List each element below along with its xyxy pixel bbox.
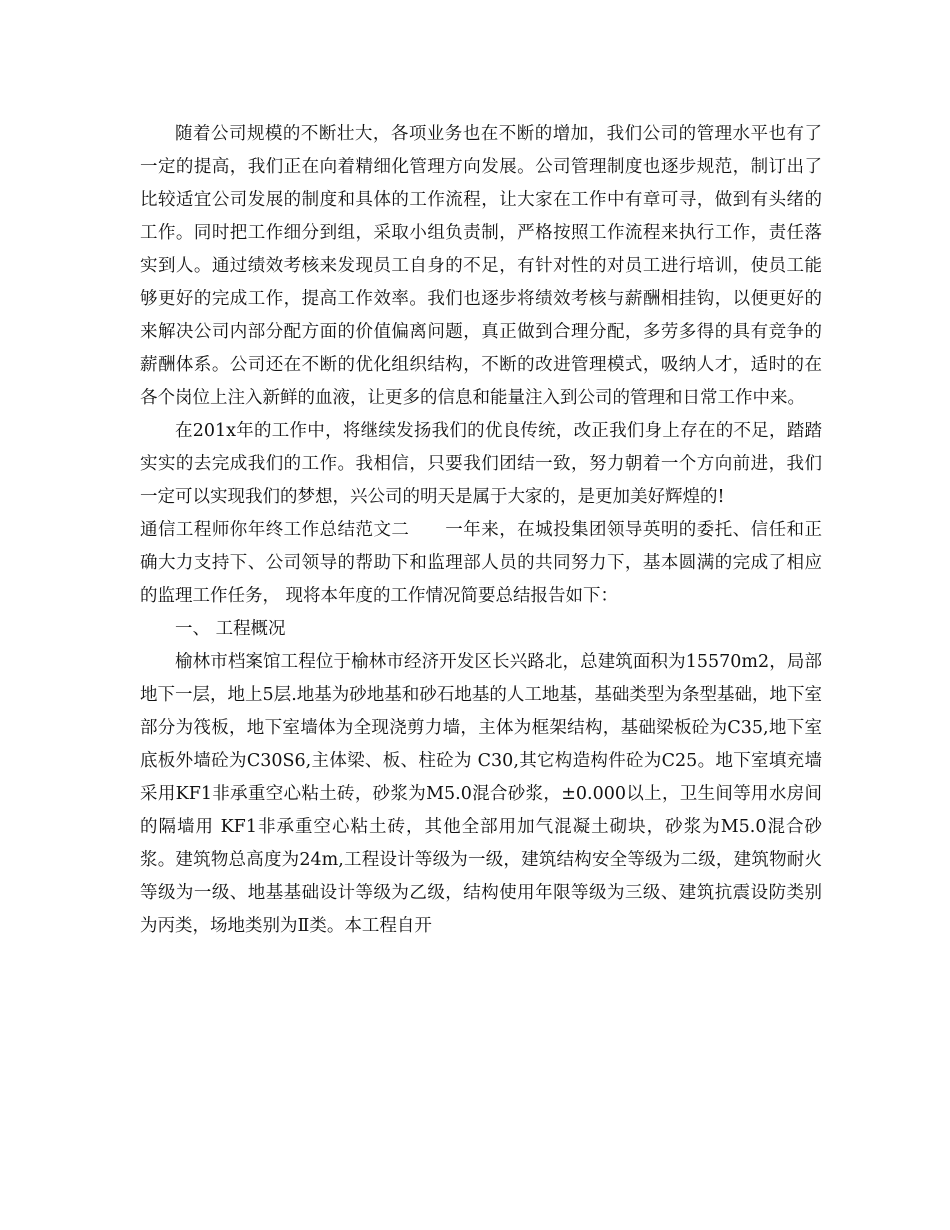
paragraph-summary-intro: 通信工程师你年终工作总结范文二 一年来，在城投集团领导英明的委托、信任和正确大力支持下、公司领导的帮助下和监理部人员的共同努力下，基本圆满的完成了相应的监理工作任务， 现将本年度的工作情况简要总结报告如下： bbox=[140, 520, 822, 606]
paragraph-project-description: 榆林市档案馆工程位于榆林市经济开发区长兴路北，总建筑面积为15570m2，局部地下一层，地上5层.地基为砂地基和砂石地基的人工地基，基础类型为条型基础，地下室部分为筏板，地下室墙体为全现浇剪力墙，主体为框架结构，基础梁板砼为C35,地下室底板外墙砼为C30S6,主体梁、板、柱砼为 C30,其它构造构件砼为C25。地下室填充墙采用KF1非承重空心粘土砖，砂浆为M5.0混合砂浆，±0.000以上，卫生间等用水房间的隔墙用 KF1非承重空心粘土砖，其他全部用加气混凝土砌块，砂浆为M5.0混合砂浆。建筑物总高度为24m,工程设计等级为一级，建筑结构安全等级为二级，建筑物耐火等级为一级、地基基础设计等级为乙级，结构使用年限等级为三级、建筑抗震设防类别为丙类，场地类别为Ⅱ类。本工程自开 bbox=[140, 652, 822, 936]
paragraph-outlook: 在201x年的工作中，将继续发扬我们的优良传统，改正我们身上存在的不足，踏踏实实的去完成我们的工作。我相信，只要我们团结一致，努力朝着一个方向前进，我们一定可以实现我们的梦想，兴公司的明天是属于大家的，是更加美好辉煌的! bbox=[140, 421, 822, 507]
section-heading-project-overview: 一、 工程概况 bbox=[175, 619, 286, 639]
document-body bbox=[140, 118, 822, 943]
paragraph-management: 随着公司规模的不断壮大，各项业务也在不断的增加，我们公司的管理水平也有了一定的提高，我们正在向着精细化管理方向发展。公司管理制度也逐步规范，制订出了比较适宜公司发展的制度和具体的工作流程，让大家在工作中有章可寻，做到有头绪的工作。同时把工作细分到组，采取小组负责制，严格按照工作流程来执行工作，责任落实到人。通过绩效考核来发现员工自身的不足，有针对性的对员工进行培训，使员工能够更好的完成工作，提高工作效率。我们也逐步将绩效考核与薪酬相挂钩，以便更好的来解决公司内部分配方面的价值偏离问题，真正做到合理分配，多劳多得的具有竞争的薪酬体系。公司还在不断的优化组织结构，不断的改进管理模式，吸纳人才，适时的在各个岗位上注入新鲜的血液，让更多的信息和能量注入到公司的管理和日常工作中来。 bbox=[140, 124, 822, 408]
